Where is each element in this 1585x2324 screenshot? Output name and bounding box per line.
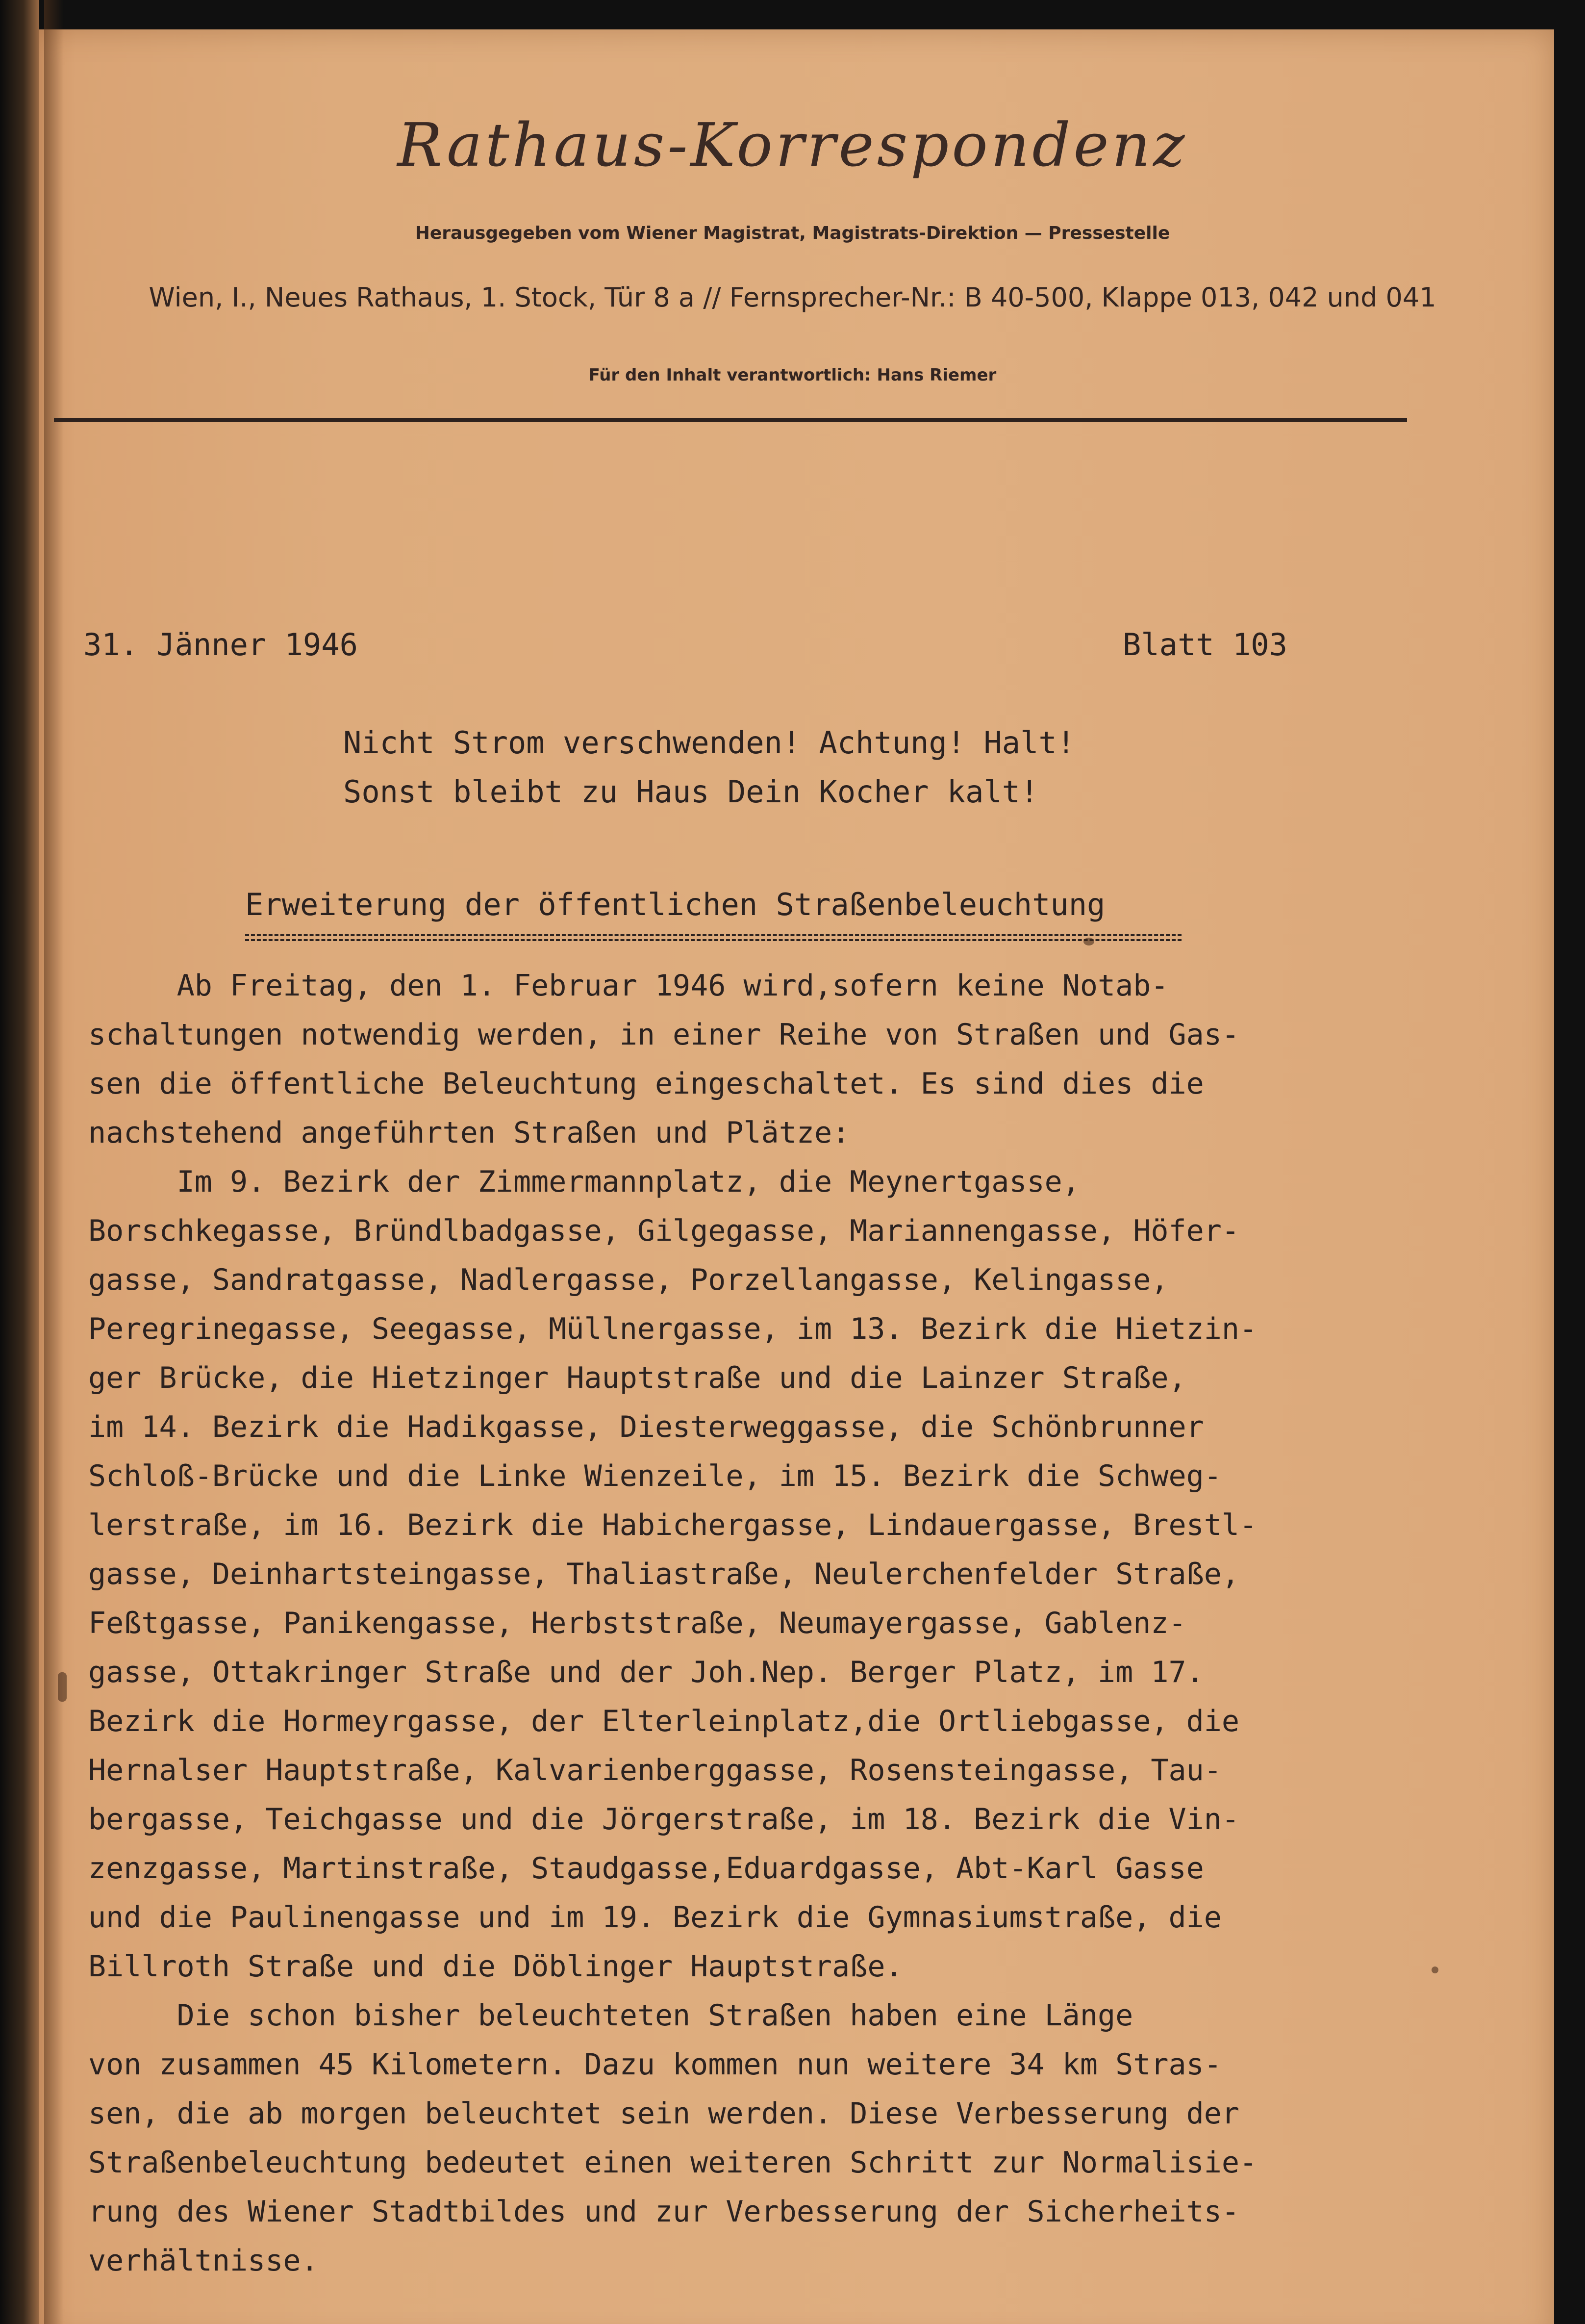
- slogan-line-1: Nicht Strom verschwenden! Achtung! Halt!: [343, 725, 1076, 761]
- article-line: schaltungen notwendig werden, in einer Reihe von Straßen und Gas-: [88, 1018, 1239, 1052]
- article-line: Bezirk die Hormeyrgasse, der Elterleinplatz,die Ortliebgasse, die: [88, 1704, 1239, 1738]
- slogan-line-2: Sonst bleibt zu Haus Dein Kocher kalt!: [343, 774, 1039, 810]
- article-headline: Erweiterung der öffentlichen Straßenbeleuchtung: [245, 887, 1106, 922]
- masthead-title: Rathaus-Korrespondenz: [397, 110, 1188, 180]
- article-line: Straßenbeleuchtung bedeutet einen weiteren Schritt zur Normalisie-: [88, 2145, 1258, 2180]
- sheet-number: Blatt 103: [1123, 627, 1287, 663]
- article-line: bergasse, Teichgasse und die Jörgerstraße, im 18. Bezirk die Vin-: [88, 1802, 1239, 1837]
- article-line: Ab Freitag, den 1. Februar 1946 wird,sofern keine Notab-: [88, 969, 1169, 1003]
- article-line: Im 9. Bezirk der Zimmermannplatz, die Meynertgasse,: [88, 1165, 1080, 1199]
- article-line: nachstehend angeführten Straßen und Plätze:: [88, 1116, 850, 1150]
- article-line: sen, die ab morgen beleuchtet sein werden. Diese Verbesserung der: [88, 2096, 1239, 2131]
- article-line: lerstraße, im 16. Bezirk die Habichergasse, Lindauergasse, Brestl-: [88, 1508, 1258, 1542]
- article-line: ger Brücke, die Hietzinger Hauptstraße und die Lainzer Straße,: [88, 1361, 1186, 1395]
- masthead-address: Wien, I., Neues Rathaus, 1. Stock, Tür 8 a // Fernsprecher-Nr.: B 40-500, Klappe 013, 042 und 041: [149, 282, 1436, 313]
- masthead-publisher: Herausgegeben vom Wiener Magistrat, Magistrats-Direktion — Pressestelle: [415, 223, 1170, 243]
- issue-date: 31. Jänner 1946: [83, 627, 358, 663]
- article-line: Hernalser Hauptstraße, Kalvarienberggasse, Rosensteingasse, Tau-: [88, 1753, 1222, 1788]
- article-line: Billroth Straße und die Döblinger Hauptstraße.: [88, 1949, 903, 1984]
- article-line: Schloß-Brücke und die Linke Wienzeile, im 15. Bezirk die Schweg-: [88, 1459, 1222, 1493]
- article-line: sen die öffentliche Beleuchtung eingeschaltet. Es sind dies die: [88, 1067, 1204, 1101]
- article-line: von zusammen 45 Kilometern. Dazu kommen nun weitere 34 km Stras-: [88, 2047, 1222, 2082]
- paper-speck: [1083, 938, 1094, 945]
- article-line: gasse, Ottakringer Straße und der Joh.Nep. Berger Platz, im 17.: [88, 1655, 1204, 1689]
- article-line: Die schon bisher beleuchteten Straßen haben eine Länge: [88, 1998, 1133, 2033]
- article-line: Borschkegasse, Bründlbadgasse, Gilgegasse, Mariannengasse, Höfer-: [88, 1214, 1239, 1248]
- article-line: gasse, Deinhartsteingasse, Thaliastraße, Neulerchenfelder Straße,: [88, 1557, 1239, 1591]
- paper-speck: [1432, 1966, 1438, 1973]
- paper-speck: [58, 1672, 67, 1702]
- masthead-responsible: Für den Inhalt verantwortlich: Hans Riemer: [588, 365, 997, 385]
- article-line: rung des Wiener Stadtbildes und zur Verbesserung der Sicherheits-: [88, 2195, 1239, 2229]
- article-line: Peregrinegasse, Seegasse, Müllnergasse, im 13. Bezirk die Hietzin-: [88, 1312, 1258, 1346]
- article-line: und die Paulinengasse und im 19. Bezirk die Gymnasiumstraße, die: [88, 1900, 1222, 1935]
- book-binding: [0, 0, 39, 2324]
- article-line: zenzgasse, Martinstraße, Staudgasse,Eduardgasse, Abt-Karl Gasse: [88, 1851, 1204, 1886]
- masthead-rule: [54, 418, 1407, 422]
- article-line: Feßtgasse, Panikengasse, Herbststraße, Neumayergasse, Gablenz-: [88, 1606, 1186, 1640]
- article-line: gasse, Sandratgasse, Nadlergasse, Porzellangasse, Kelingasse,: [88, 1263, 1169, 1297]
- headline-double-underline: [245, 934, 1182, 941]
- page-fold-shadow: [44, 0, 64, 2324]
- article-line: im 14. Bezirk die Hadikgasse, Diesterweggasse, die Schönbrunner: [88, 1410, 1204, 1444]
- article-line: verhältnisse.: [88, 2244, 319, 2278]
